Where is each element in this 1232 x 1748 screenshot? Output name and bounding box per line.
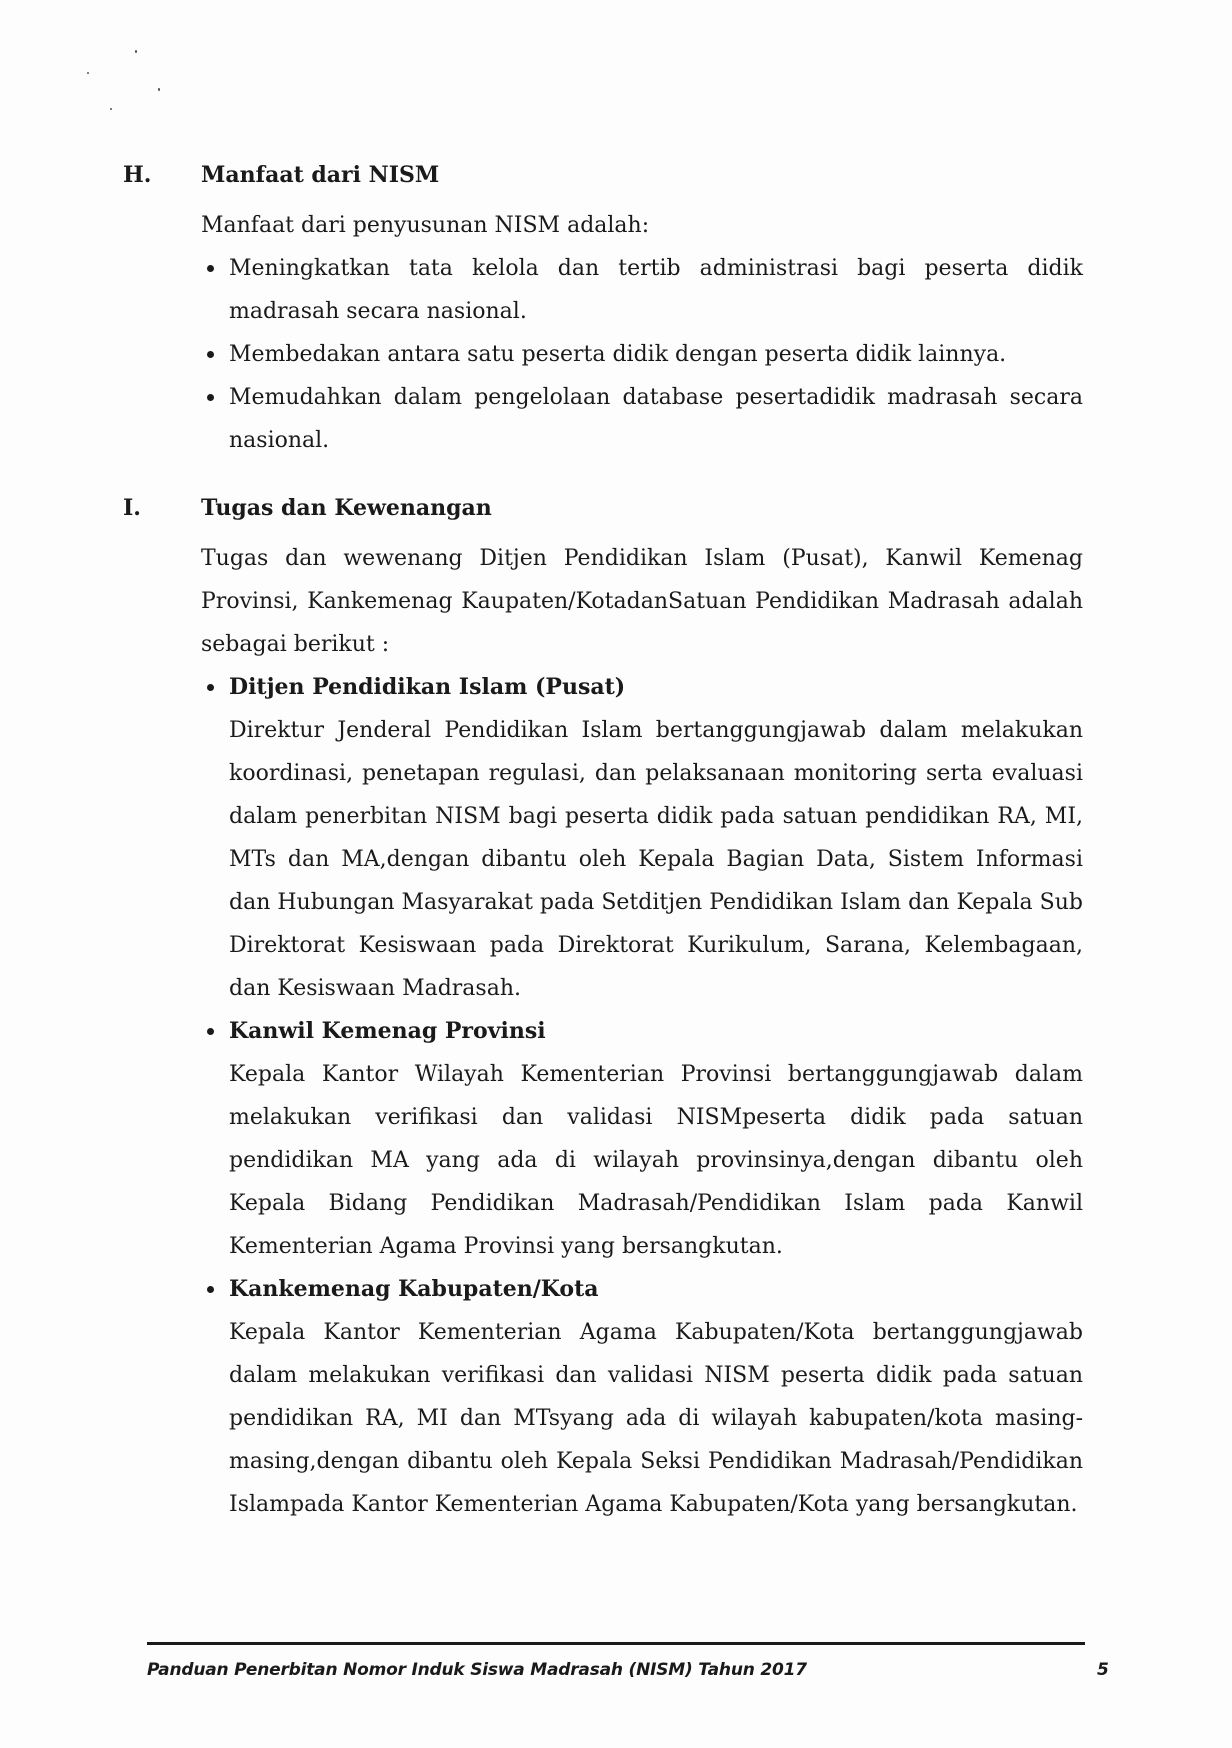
item-body: Direktur Jenderal Pendidikan Islam bertanggungjawab dalam melakukan koordinasi, penetapan regulasi, dan pelaksanaan monitoring serta evaluasi dalam penerbitan NISM bagi peserta didik pada satuan pendidikan RA, MI, MTs dan MA,dengan dibantu oleh Kepala Bagian Data, Sistem Informasi dan Hubungan Masyarakat pada Setditjen Pendidikan Islam dan Kepala Sub Direktorat Kesiswaan pada Direktorat Kurikulum, Sarana, Kelembagaan, dan Kesiswaan Madrasah. — [229, 718, 1083, 1001]
list-item: Memudahkan dalam pengelolaan database pesertadidik madrasah secara nasional. — [201, 376, 1083, 462]
section-h — [123, 162, 1083, 462]
scan-speck — [87, 72, 89, 74]
bullet-icon — [207, 1028, 214, 1035]
authority-list — [123, 666, 1083, 1526]
item-body: Kepala Kantor Wilayah Kementerian Provinsi bertanggungjawab dalam melakukan verifikasi dan validasi NISMpeserta didik pada satuan pendidikan MA yang ada di wilayah provinsinya,dengan dibantu oleh Kepala Bidang Pendidikan Madrasah/Pendidikan Islam pada Kanwil Kementerian Agama Provinsi yang bersangkutan. — [229, 1062, 1083, 1259]
section-intro: Manfaat dari penyusunan NISM adalah: — [201, 213, 650, 238]
section-title: Manfaat dari NISM — [201, 162, 440, 188]
bullet-icon — [207, 1286, 214, 1293]
scan-speck — [135, 50, 137, 53]
section-marker: I. — [123, 495, 141, 521]
bullet-icon — [207, 351, 214, 358]
section-title: Tugas dan Kewenangan — [201, 495, 492, 521]
list-item — [201, 1010, 1083, 1268]
scan-speck — [158, 88, 160, 91]
footer-divider — [147, 1642, 1085, 1645]
item-title: Kanwil Kemenag Provinsi — [229, 1018, 546, 1044]
section-intro: Tugas dan wewenang Ditjen Pendidikan Islam (Pusat), Kanwil Kemenag Provinsi, Kankemenag Kaupaten/KotadanSatuan Pendidikan Madrasah adalah sebagai berikut : — [201, 546, 1083, 657]
footer-title: Panduan Penerbitan Nomor Induk Siswa Madrasah (NISM) Tahun 2017 — [147, 1660, 807, 1680]
section-heading — [123, 162, 1083, 204]
list-item: Membedakan antara satu peserta didik dengan peserta didik lainnya. — [201, 333, 1083, 376]
list-item: Meningkatkan tata kelola dan tertib administrasi bagi peserta didik madrasah secara nasional. — [201, 247, 1083, 333]
page-number: 5 — [1097, 1660, 1109, 1680]
list-item — [201, 666, 1083, 1010]
section-i — [123, 495, 1083, 1526]
bullet-icon — [207, 265, 214, 272]
section-marker: H. — [123, 162, 152, 188]
list-item — [201, 1268, 1083, 1526]
item-title: Kankemenag Kabupaten/Kota — [229, 1276, 599, 1302]
item-title: Ditjen Pendidikan Islam (Pusat) — [229, 674, 626, 700]
bullet-icon — [207, 684, 214, 691]
bullet-icon — [207, 394, 214, 401]
section-heading — [123, 495, 1083, 537]
benefit-list — [123, 247, 1083, 462]
item-body: Kepala Kantor Kementerian Agama Kabupaten/Kota bertanggungjawab dalam melakukan verifikasi dan validasi NISM peserta didik pada satuan pendidikan RA, MI dan MTsyang ada di wilayah kabupaten/kota masing-masing,dengan dibantu oleh Kepala Seksi Pendidikan Madrasah/Pendidikan Islampada Kantor Kementerian Agama Kabupaten/Kota yang bersangkutan. — [229, 1320, 1083, 1517]
scan-speck — [110, 108, 112, 110]
